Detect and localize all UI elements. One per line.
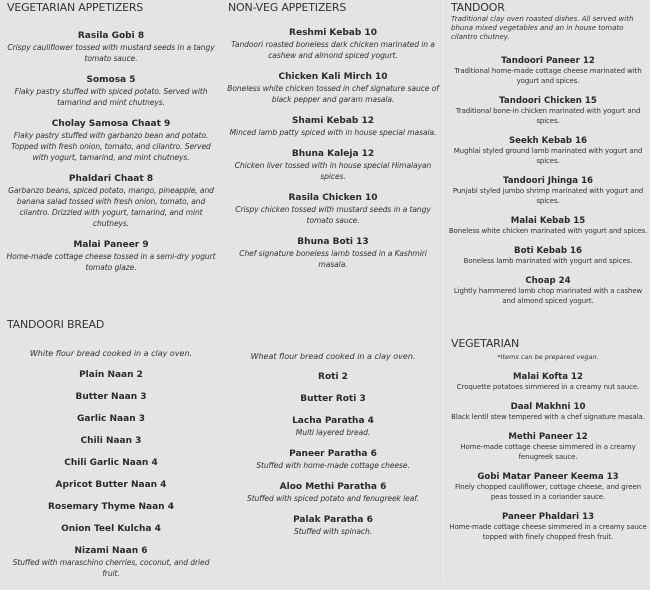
veg-appetizers-heading: VEGETARIAN APPETIZERS bbox=[7, 1, 144, 14]
menu-item-description: Boneless lamb marinated with yogurt and spices. bbox=[463, 257, 633, 265]
menu-item bbox=[226, 193, 440, 226]
menu-item-description: Flaky pastry stuffed with garbanzo bean and potato. Topped with fresh onion, tomato, and cilantro. Served with yogurt, tamarind, and mint chutneys. bbox=[11, 131, 211, 162]
nonveg-appetizers-heading: NON-VEG APPETIZERS bbox=[228, 1, 347, 14]
menu-item-description: Chef signature boneless lamb tossed in a Kashmiri masala. bbox=[239, 249, 427, 269]
menu-item-name: Lacha Paratha 4 bbox=[292, 416, 374, 426]
menu-item-name: Chili Garlic Naan 4 bbox=[64, 458, 158, 468]
menu-item bbox=[226, 72, 440, 105]
menu-item bbox=[226, 149, 440, 182]
menu-item bbox=[447, 372, 649, 392]
menu-item bbox=[4, 436, 218, 447]
menu-item-description: Lightly hammered lamb chop marinated with a cashew and almond spiced yogurt. bbox=[453, 287, 643, 305]
menu-item-name: Onion Teel Kulcha 4 bbox=[61, 524, 161, 534]
menu-item-name: Butter Naan 3 bbox=[75, 392, 147, 402]
menu-item bbox=[447, 432, 649, 462]
menu-item-name: Chili Naan 3 bbox=[80, 436, 142, 446]
tandoor-intro: Traditional clay oven roasted dishes. All served with bhuna mixed vegetables and an in house tomato cilantro chutney. bbox=[451, 15, 634, 41]
menu-item bbox=[226, 372, 440, 383]
menu-item-description: Boneless white chicken marinated with yogurt and spices. bbox=[448, 227, 648, 235]
menu-item-description: Croquette potatoes simmered in a creamy nut sauce. bbox=[456, 383, 640, 391]
menu-item-name: Paneer Phaldari 13 bbox=[501, 512, 595, 522]
menu-item bbox=[226, 116, 440, 138]
menu-item-name: Daal Makhni 10 bbox=[510, 402, 586, 412]
menu-item-name: Malai Kebab 15 bbox=[510, 216, 586, 226]
menu-item-name: Plain Naan 2 bbox=[79, 370, 143, 380]
menu-item bbox=[4, 458, 218, 469]
menu-item bbox=[447, 402, 649, 422]
menu-item-name: Chicken Kali Mirch 10 bbox=[278, 72, 388, 82]
menu-item-description: Mughlai styled ground lamb marinated with yogurt and spices. bbox=[453, 147, 643, 165]
menu-item bbox=[4, 414, 218, 425]
menu-item bbox=[226, 449, 440, 471]
menu-item bbox=[447, 96, 649, 126]
menu-item-name: Methi Paneer 12 bbox=[508, 432, 588, 442]
menu-item-description: Crispy cauliflower tossed with mustard seeds in a tangy tomato sauce. bbox=[7, 43, 215, 63]
menu-item bbox=[4, 392, 218, 403]
menu-item-description: Home-made cottage cheese tossed in a semi-dry yogurt tomato glaze. bbox=[6, 252, 216, 272]
menu-item-name: Rasila Chicken 10 bbox=[288, 193, 378, 203]
menu-item-description: Chicken liver tossed with in house special Himalayan spices. bbox=[234, 161, 432, 181]
menu-item-name: Bhuna Boti 13 bbox=[297, 237, 369, 247]
menu-item bbox=[4, 75, 218, 108]
menu-item bbox=[447, 176, 649, 206]
wheat-bread-list bbox=[226, 372, 440, 548]
menu-item-name: Paneer Paratha 6 bbox=[289, 449, 377, 459]
menu-item-name: Rosemary Thyme Naan 4 bbox=[48, 502, 174, 512]
menu-item-name: Apricot Butter Naan 4 bbox=[55, 480, 167, 490]
menu-item bbox=[447, 276, 649, 306]
menu-item bbox=[4, 119, 218, 163]
menu-item-description: Home-made cottage cheese simmered in a creamy sauce topped with finely chopped fresh fruit. bbox=[449, 523, 647, 541]
menu-item-description: Traditional home-made cottage cheese marinated with yogurt and spices. bbox=[454, 67, 642, 85]
menu-item-description: Punjabi styled jumbo shrimp marinated with yogurt and spices. bbox=[452, 187, 644, 205]
menu-item-description: Stuffed with spiced potato and fenugreek leaf. bbox=[246, 494, 420, 503]
menu-item bbox=[4, 370, 218, 381]
menu-item bbox=[447, 472, 649, 502]
menu-item-description: Garbanzo beans, spiced potato, mango, pineapple, and banana salad tossed with fresh onion, tomato, and cilantro. Drizzled with yogurt, tamarind, and mint chutneys. bbox=[8, 186, 214, 228]
menu-item bbox=[447, 512, 649, 542]
menu-item-description: Boneless white chicken tossed in chef signature sauce of black pepper and garam masala. bbox=[227, 84, 439, 104]
menu-item-description: Flaky pastry stuffed with spiced potato. Served with tamarind and mint chutneys. bbox=[14, 87, 208, 107]
menu-item bbox=[447, 56, 649, 86]
menu-item-name: Malai Paneer 9 bbox=[73, 240, 149, 250]
veg-appetizers-list bbox=[4, 31, 218, 284]
menu-item bbox=[226, 416, 440, 438]
menu-item-description: Crispy chicken tossed with mustard seeds in a tangy tomato sauce. bbox=[235, 205, 431, 225]
menu-item-description: Finely chopped cauliflower, cottage cheese, and green peas tossed in a coriander sauce. bbox=[455, 483, 641, 501]
page-fold-left bbox=[219, 0, 222, 581]
menu-item bbox=[4, 524, 218, 535]
menu-item-description: Black lentil stew tempered with a chef signature masala. bbox=[451, 413, 645, 421]
menu-item bbox=[226, 237, 440, 270]
menu-item-description: Traditional bone-in chicken marinated with yogurt and spices. bbox=[455, 107, 641, 125]
vegetarian-heading: VEGETARIAN bbox=[451, 337, 519, 350]
menu-item-name: Shami Kebab 12 bbox=[291, 116, 375, 126]
menu-item bbox=[447, 136, 649, 166]
menu-item-name: Butter Roti 3 bbox=[300, 394, 366, 404]
menu-item-name: Choap 24 bbox=[525, 276, 571, 286]
menu-item-description: Stuffed with home-made cottage cheese. bbox=[256, 461, 410, 470]
menu-item bbox=[226, 482, 440, 504]
menu-item-name: Rasila Gobi 8 bbox=[77, 31, 145, 41]
menu-item bbox=[226, 28, 440, 61]
menu-item-description: Home-made cottage cheese simmered in a creamy fenugreek sauce. bbox=[460, 443, 636, 461]
menu-item bbox=[4, 240, 218, 273]
menu-item-name: Somosa 5 bbox=[86, 75, 136, 85]
menu-item bbox=[4, 546, 218, 579]
menu-item-description: Multi layered bread. bbox=[295, 428, 371, 437]
menu-item bbox=[4, 31, 218, 64]
menu-item-name: Malai Kofta 12 bbox=[512, 372, 584, 382]
menu-item-name: Roti 2 bbox=[318, 372, 348, 382]
menu-item bbox=[447, 216, 649, 236]
menu-item-name: Reshmi Kebab 10 bbox=[289, 28, 377, 38]
page-fold-right bbox=[441, 0, 444, 581]
vegetarian-list bbox=[447, 372, 649, 552]
menu-item-name: Tandoori Jhinga 16 bbox=[502, 176, 594, 186]
menu-item-description: Stuffed with maraschino cherries, coconut, and dried fruit. bbox=[12, 558, 210, 578]
menu-item bbox=[4, 480, 218, 491]
vegan-note: *Items can be prepared vegan. bbox=[497, 353, 599, 361]
menu-item-name: Gobi Matar Paneer Keema 13 bbox=[477, 472, 619, 482]
white-bread-list bbox=[4, 370, 218, 590]
menu-item-description: Minced lamb patty spiced with in house special masala. bbox=[229, 128, 437, 137]
menu-item-name: Garlic Naan 3 bbox=[76, 414, 146, 424]
wheat-flour-note: Wheat flour bread cooked in a clay oven. bbox=[250, 352, 416, 361]
menu-item bbox=[226, 394, 440, 405]
tandoor-heading: TANDOOR bbox=[451, 1, 505, 14]
menu-item-description: Tandoori roasted boneless dark chicken marinated in a cashew and almond spiced yogurt. bbox=[231, 40, 435, 60]
menu-item bbox=[447, 246, 649, 266]
menu-item-description: Stuffed with spinach. bbox=[293, 527, 373, 536]
tandoori-bread-heading: TANDOORI BREAD bbox=[7, 318, 105, 331]
menu-item-name: Seekh Kebab 16 bbox=[508, 136, 588, 146]
menu-item-name: Palak Paratha 6 bbox=[293, 515, 373, 525]
menu-item-name: Cholay Samosa Chaat 9 bbox=[51, 119, 171, 129]
menu-item-name: Nizami Naan 6 bbox=[74, 546, 148, 556]
menu-item-name: Tandoori Paneer 12 bbox=[501, 56, 595, 66]
menu-item-name: Aloo Methi Paratha 6 bbox=[279, 482, 387, 492]
menu-item-name: Bhuna Kaleja 12 bbox=[291, 149, 375, 159]
tandoor-list bbox=[447, 56, 649, 316]
nonveg-appetizers-list bbox=[226, 28, 440, 281]
menu-item bbox=[4, 174, 218, 229]
white-flour-note: White flour bread cooked in a clay oven. bbox=[29, 349, 193, 358]
menu-item-name: Boti Kebab 16 bbox=[514, 246, 582, 256]
menu-item-name: Tandoori Chicken 15 bbox=[499, 96, 597, 106]
menu-item bbox=[4, 502, 218, 513]
menu-item-name: Phaldari Chaat 8 bbox=[68, 174, 154, 184]
menu-item bbox=[226, 515, 440, 537]
